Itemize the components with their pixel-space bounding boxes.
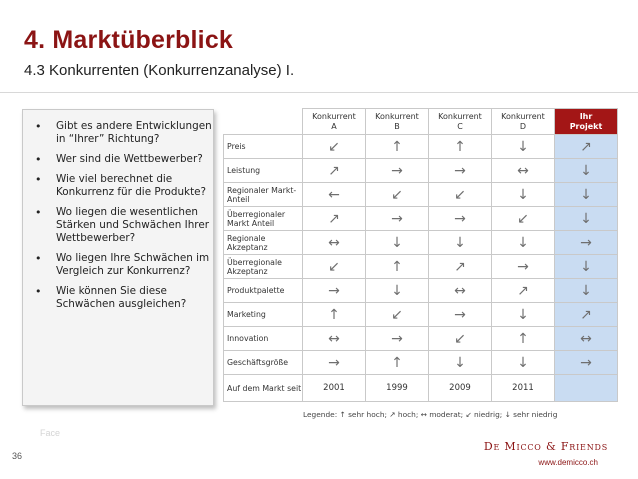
bullet-icon: • [35,153,42,166]
question-item [35,153,213,166]
column-header-competitor [366,109,429,135]
row-label: Auf dem Markt seit [224,375,303,402]
competitor-table [223,108,618,402]
question-item [35,206,213,245]
rating-arrow-cell: ↓ [555,183,618,207]
row-label: Geschäftsgröße [224,351,303,375]
column-header-line: D [519,121,527,131]
rating-arrow-cell: ↓ [429,351,492,375]
row-label: Regionale Akzeptanz [224,231,303,255]
company-logo: De Micco & Friends [483,440,608,453]
question-item [35,252,213,278]
rating-arrow-cell: ↓ [366,279,429,303]
rating-arrow-cell: ↓ [366,231,429,255]
rating-arrow-cell: ↑ [303,303,366,327]
row-label: Innovation [224,327,303,351]
question-text: Wie viel berechnet die Konkurrenz für die Produkte? [56,173,207,198]
rating-arrow-cell: ↗ [555,135,618,159]
market-since-cell: 2011 [492,375,555,402]
page-subtitle: 4.3 Konkurrenten (Konkurrenzanalyse) I. [24,62,295,79]
question-text: Wo liegen Ihre Schwächen im Vergleich zur Konkurrenz? [56,252,210,277]
rating-arrow-cell: → [555,351,618,375]
rating-arrow-cell: → [555,231,618,255]
rating-arrow-cell: ↓ [492,303,555,327]
market-since-cell: 2009 [429,375,492,402]
row-label: Produktpalette [224,279,303,303]
question-text: Gibt es andere Entwicklungen in “Ihrer” Richtung? [56,120,212,145]
row-label: Preis [224,135,303,159]
question-text: Wo liegen die wesentlichen Stärken und Schwächen Ihrer Wettbewerber? [56,206,210,244]
market-since-cell [555,375,618,402]
question-text: Wie können Sie diese Schwächen ausgleichen? [56,285,187,310]
rating-arrow-cell: ↓ [492,135,555,159]
rating-arrow-cell: ↙ [303,135,366,159]
rating-arrow-cell: ↙ [492,207,555,231]
rating-arrow-cell: ↓ [492,183,555,207]
page-title: 4. Marktüberblick [24,26,234,54]
bullet-icon: • [35,173,42,186]
rating-arrow-cell: ↓ [555,207,618,231]
rating-arrow-cell: ↑ [429,135,492,159]
row-label: Überregionaler Markt Anteil [224,207,303,231]
rating-arrow-cell: ↓ [555,279,618,303]
row-label: Regionaler Markt-Anteil [224,183,303,207]
table-corner [224,109,303,135]
question-text: Wer sind die Wettbewerber? [56,153,203,165]
rating-arrow-cell: → [303,279,366,303]
rating-arrow-cell: → [429,159,492,183]
rating-arrow-cell: ↓ [555,159,618,183]
rating-arrow-cell: ↓ [429,231,492,255]
rating-arrow-cell: ↓ [555,255,618,279]
table-row [224,231,618,255]
column-header-line: B [394,121,400,131]
questions-box [22,109,214,406]
rating-arrow-cell: → [303,351,366,375]
rating-arrow-cell: ↑ [366,351,429,375]
column-header-line: A [331,121,337,131]
column-header-own-project [555,109,618,135]
rating-arrow-cell: ↗ [429,255,492,279]
column-header-competitor [303,109,366,135]
faded-text: Face [40,428,61,438]
rating-arrow-cell: ↓ [492,351,555,375]
table-row [224,159,618,183]
rating-arrow-cell: ↔ [555,327,618,351]
rating-arrow-cell: ↓ [492,231,555,255]
column-header-line: Konkurrent [438,111,482,121]
column-header-line: C [457,121,463,131]
bullet-icon: • [35,120,42,133]
question-item [35,173,213,199]
question-item [35,285,213,311]
rating-arrow-cell: ↔ [429,279,492,303]
column-header-line: Ihr [579,111,593,121]
rating-arrow-cell: ↙ [303,255,366,279]
table-legend: Legende: ↑ sehr hoch; ↗ hoch; ↔ moderat; ↙ niedrig; ↓ sehr niedrig [303,410,558,419]
rating-arrow-cell: ↗ [303,207,366,231]
column-header-line: Projekt [569,121,603,131]
rating-arrow-cell: ↗ [492,279,555,303]
market-since-cell: 1999 [366,375,429,402]
rating-arrow-cell: ↗ [555,303,618,327]
page-number: 36 [12,451,23,461]
rating-arrow-cell: ↙ [366,183,429,207]
column-header-line: Konkurrent [501,111,545,121]
column-header-competitor [492,109,555,135]
column-header-competitor [429,109,492,135]
rating-arrow-cell: ↔ [492,159,555,183]
bullet-icon: • [35,206,42,219]
table-row [224,255,618,279]
bullet-icon: • [35,252,42,265]
rating-arrow-cell: → [366,207,429,231]
rating-arrow-cell: ↑ [366,135,429,159]
rating-arrow-cell: ← [303,183,366,207]
row-label: Marketing [224,303,303,327]
company-url: www.demicco.ch [538,458,598,467]
table-row [224,303,618,327]
rating-arrow-cell: → [366,159,429,183]
table-row [224,351,618,375]
rating-arrow-cell: ↙ [366,303,429,327]
table-header-row [224,109,618,135]
market-since-cell: 2001 [303,375,366,402]
bullet-icon: • [35,285,42,298]
questions-list [23,110,213,311]
question-item [35,120,213,146]
header-divider [0,92,638,93]
rating-arrow-cell: → [366,327,429,351]
table-row [224,135,618,159]
column-header-line: Konkurrent [375,111,419,121]
rating-arrow-cell: ↗ [303,159,366,183]
table-row [224,279,618,303]
rating-arrow-cell: → [429,303,492,327]
row-label: Überregionale Akzeptanz [224,255,303,279]
table-row [224,207,618,231]
column-header-line: Konkurrent [312,111,356,121]
rating-arrow-cell: ↑ [366,255,429,279]
rating-arrow-cell: ↔ [303,231,366,255]
rating-arrow-cell: → [492,255,555,279]
table-row [224,375,618,402]
table-row [224,327,618,351]
rating-arrow-cell: ↔ [303,327,366,351]
rating-arrow-cell: ↑ [492,327,555,351]
rating-arrow-cell: → [429,207,492,231]
rating-arrow-cell: ↙ [429,327,492,351]
row-label: Leistung [224,159,303,183]
table-row [224,183,618,207]
rating-arrow-cell: ↙ [429,183,492,207]
